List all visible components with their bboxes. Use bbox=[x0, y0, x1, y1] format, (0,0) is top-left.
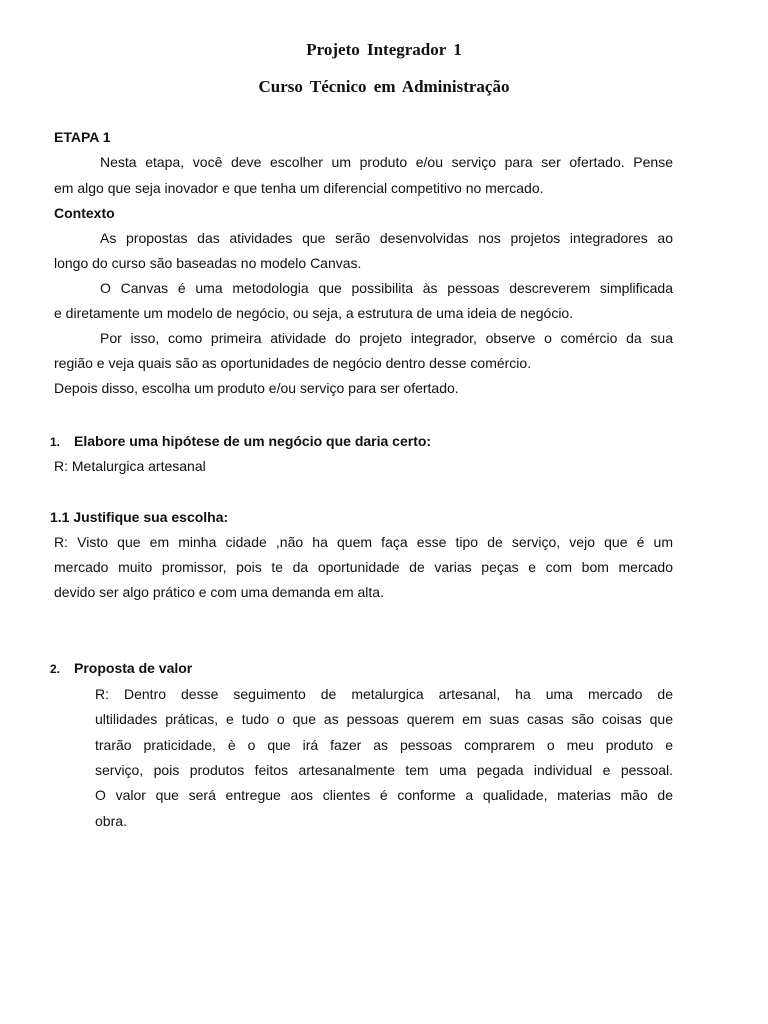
contexto-heading: Contexto bbox=[54, 205, 115, 221]
q2-answer-line: serviço, pois produtos feitos artesanalmente tem uma pegada individual e pessoal. bbox=[95, 762, 673, 778]
q2-answer-line: R: Dentro desse seguimento de metalurgica artesanal, ha uma mercado de bbox=[95, 686, 673, 702]
document-title: Projeto Integrador 1 bbox=[306, 40, 462, 59]
contexto-line: região e veja quais são as oportunidades de negócio dentro desse comércio. bbox=[54, 355, 532, 371]
q11-question: 1.1 Justifique sua escolha: bbox=[50, 509, 229, 525]
q11-answer-line: devido ser algo prático e com uma demanda em alta. bbox=[54, 584, 384, 600]
q1-number: 1. bbox=[50, 435, 61, 449]
etapa-intro-line: em algo que seja inovador e que tenha um diferencial competitivo no mercado. bbox=[54, 180, 544, 196]
contexto-line: longo do curso são baseadas no modelo Canvas. bbox=[54, 255, 362, 271]
etapa-heading: ETAPA 1 bbox=[54, 129, 111, 145]
q2-answer-line: O valor que será entregue aos clientes é conforme a qualidade, materias mão de bbox=[95, 787, 673, 803]
contexto-line: Por isso, como primeira atividade do projeto integrador, observe o comércio da sua bbox=[100, 330, 673, 346]
q2-number: 2. bbox=[50, 662, 61, 676]
q2-answer-line: ultilidades práticas, e tudo o que as pessoas querem em suas casas são coisas que bbox=[95, 711, 673, 727]
q2-answer-line: trarão praticidade, è o que irá fazer as pessoas comprarem o meu produto e bbox=[95, 737, 673, 753]
q11-answer-line: mercado muito promissor, pois te da oportunidade de varias peças e com bom mercado bbox=[54, 559, 673, 575]
q11-answer-line: R: Visto que em minha cidade ,não ha quem faça esse tipo de serviço, vejo que é um bbox=[54, 534, 673, 550]
q1-question: Elabore uma hipótese de um negócio que daria certo: bbox=[74, 433, 432, 449]
contexto-line: e diretamente um modelo de negócio, ou seja, a estrutura de uma ideia de negócio. bbox=[54, 305, 574, 321]
etapa-intro-line: Nesta etapa, você deve escolher um produto e/ou serviço para ser ofertado. Pense bbox=[100, 154, 673, 170]
q2-question-row bbox=[50, 659, 192, 678]
contexto-line: O Canvas é uma metodologia que possibilita às pessoas descreverem simplificada bbox=[100, 280, 673, 296]
q2-question: Proposta de valor bbox=[74, 660, 193, 676]
q1-answer: R: Metalurgica artesanal bbox=[54, 458, 206, 474]
q2-answer-line: obra. bbox=[95, 813, 127, 829]
q1-question-row bbox=[50, 432, 431, 451]
document-subtitle: Curso Técnico em Administração bbox=[258, 77, 510, 96]
contexto-line: Depois disso, escolha um produto e/ou serviço para ser ofertado. bbox=[54, 380, 459, 396]
contexto-line: As propostas das atividades que serão desenvolvidas nos projetos integradores ao bbox=[100, 230, 673, 246]
